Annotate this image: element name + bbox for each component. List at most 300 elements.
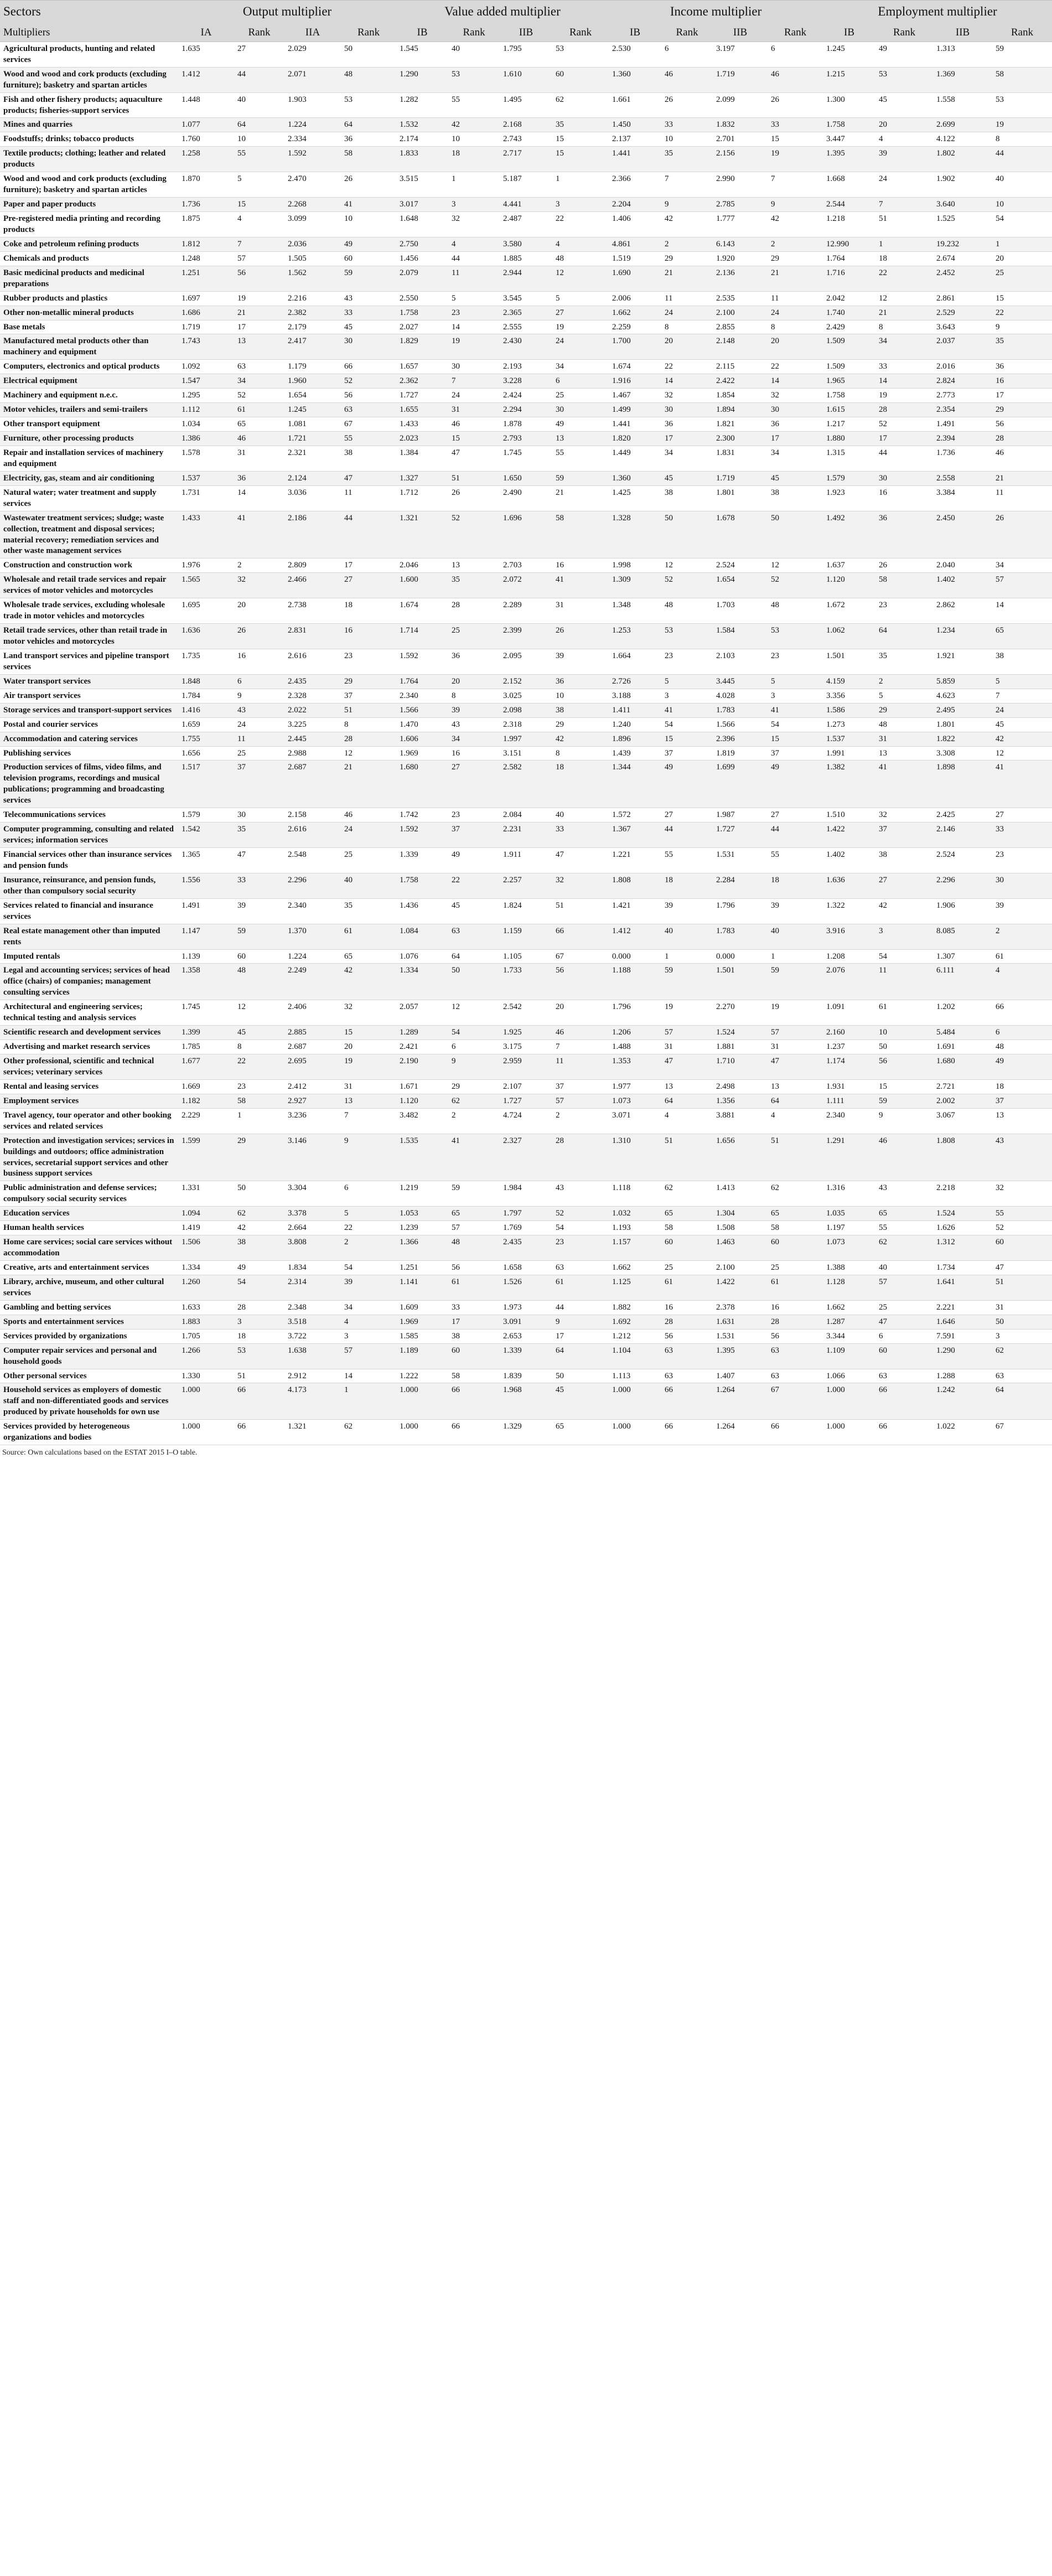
rank-cell: 38	[552, 703, 609, 717]
multiplier-value-cell: 1.740	[823, 306, 875, 320]
multiplier-value-cell: 1.104	[609, 1343, 661, 1369]
multiplier-value-cell: 1.253	[609, 624, 661, 649]
multiplier-value-cell: 1.921	[933, 649, 992, 674]
multiplier-value-cell: 1.906	[933, 898, 992, 924]
rank-cell: 13	[661, 1079, 713, 1094]
rank-cell: 27	[875, 873, 933, 898]
rank-cell: 16	[552, 558, 609, 573]
rank-cell: 23	[992, 848, 1052, 873]
multiplier-value-cell: 1.531	[713, 1329, 768, 1343]
multiplier-value-cell: 1.330	[178, 1369, 234, 1383]
sector-cell: Motor vehicles, trailers and semi-trailers	[0, 403, 178, 417]
rank-cell: 17	[341, 558, 396, 573]
rank-cell: 13	[341, 1094, 396, 1108]
rank-cell: 19	[341, 1054, 396, 1080]
rank-cell: 55	[768, 848, 823, 873]
sector-cell: Imputed rentals	[0, 949, 178, 964]
sector-cell: Natural water; water treatment and supply services	[0, 485, 178, 511]
multiplier-value-cell: 3.025	[500, 689, 552, 703]
multiplier-value-cell: 3.378	[284, 1207, 341, 1221]
rank-cell: 59	[552, 471, 609, 485]
sector-cell: Scientific research and development services	[0, 1026, 178, 1040]
rank-cell: 38	[661, 485, 713, 511]
rank-cell: 31	[875, 732, 933, 746]
table-row	[0, 1079, 1052, 1094]
multiplier-value-cell: 2.721	[933, 1079, 992, 1094]
multiplier-value-cell: 1.545	[396, 42, 448, 67]
rank-cell: 60	[448, 1343, 500, 1369]
multiplier-value-cell: 1.584	[713, 624, 768, 649]
multiplier-value-cell: 1.532	[396, 118, 448, 132]
rank-cell: 37	[992, 1094, 1052, 1108]
multiplier-value-cell: 2.990	[713, 172, 768, 198]
multiplier-value-cell: 1.931	[823, 1079, 875, 1094]
multiplier-value-cell: 1.358	[178, 964, 234, 1000]
table-row	[0, 251, 1052, 266]
sector-cell: Human health services	[0, 1221, 178, 1235]
rank-cell: 15	[992, 291, 1052, 306]
multiplier-value-cell: 1.585	[396, 1329, 448, 1343]
rank-cell: 15	[552, 132, 609, 147]
multiplier-value-cell: 1.885	[500, 251, 552, 266]
rank-cell: 7	[992, 689, 1052, 703]
multiplier-value-cell: 2.425	[933, 808, 992, 823]
rank-cell: 28	[552, 1134, 609, 1181]
multiplier-value-cell: 1.113	[609, 1369, 661, 1383]
multiplier-value-cell: 1.680	[933, 1054, 992, 1080]
rank-cell: 62	[992, 1343, 1052, 1369]
rank-cell: 37	[341, 689, 396, 703]
rank-cell: 32	[768, 389, 823, 403]
rank-cell: 11	[875, 964, 933, 1000]
rank-cell: 26	[875, 558, 933, 573]
multiplier-value-cell: 2.016	[933, 360, 992, 374]
rank-cell: 23	[341, 649, 396, 674]
rank-cell: 7	[341, 1108, 396, 1134]
rank-cell: 6	[768, 42, 823, 67]
rank-cell: 49	[992, 1054, 1052, 1080]
multiplier-value-cell: 1.510	[823, 808, 875, 823]
rank-cell: 61	[448, 1275, 500, 1300]
sector-cell: Protection and investigation services; services in buildings and outdoors; office administration services, secretarial support services and other business support services	[0, 1134, 178, 1181]
multiplier-value-cell: 1.339	[396, 848, 448, 873]
multiplier-value-cell: 4.159	[823, 674, 875, 689]
rank-cell: 27	[768, 808, 823, 823]
rank-cell: 57	[234, 251, 284, 266]
table-header	[0, 1, 1052, 42]
rank-cell: 52	[661, 573, 713, 598]
multiplier-value-cell: 1.566	[713, 717, 768, 732]
multiplier-value-cell: 1.669	[178, 1079, 234, 1094]
multiplier-value-cell: 1.212	[609, 1329, 661, 1343]
multiplier-value-cell: 1.784	[178, 689, 234, 703]
sector-cell: Pre-registered media printing and recording products	[0, 212, 178, 237]
multiplier-value-cell: 1.997	[500, 732, 552, 746]
rank-cell: 4	[552, 237, 609, 251]
rank-cell: 42	[768, 212, 823, 237]
multiplier-value-cell: 2.366	[609, 172, 661, 198]
multiplier-value-cell: 1.797	[500, 1207, 552, 1221]
rank-cell: 18	[875, 251, 933, 266]
rank-cell: 28	[341, 732, 396, 746]
multiplier-value-cell: 1.081	[284, 417, 341, 432]
multiplier-value-cell: 1.218	[823, 212, 875, 237]
multiplier-value-cell: 1.441	[609, 147, 661, 172]
multiplier-value-cell: 2.190	[396, 1054, 448, 1080]
multiplier-value-cell: 1.641	[933, 1275, 992, 1300]
multiplier-value-cell: 1.035	[823, 1207, 875, 1221]
multiplier-value-cell: 1.875	[178, 212, 234, 237]
multiplier-value-cell: 3.447	[823, 132, 875, 147]
rank-cell: 50	[661, 511, 713, 558]
multiplier-value-cell: 1.680	[396, 761, 448, 808]
table-row	[0, 417, 1052, 432]
rank-cell: 66	[234, 1383, 284, 1420]
rank-cell: 22	[875, 266, 933, 291]
sector-cell: Library, archive, museum, and other cultural services	[0, 1275, 178, 1300]
multiplier-value-cell: 1.829	[396, 334, 448, 360]
multiplier-value-cell: 2.022	[284, 703, 341, 717]
rank-cell: 34	[552, 360, 609, 374]
rank-cell: 41	[992, 761, 1052, 808]
multiplier-value-cell: 1.344	[609, 761, 661, 808]
rank-cell: 66	[875, 1420, 933, 1445]
rank-cell: 15	[448, 432, 500, 446]
multiplier-value-cell: 1.197	[823, 1221, 875, 1235]
multiplier-value-cell: 1.506	[178, 1235, 234, 1261]
rank-cell: 27	[992, 808, 1052, 823]
rank-cell: 64	[234, 118, 284, 132]
rank-cell: 1	[768, 949, 823, 964]
multiplier-value-cell: 1.719	[713, 67, 768, 92]
rank-cell: 24	[875, 172, 933, 198]
multiplier-value-cell: 1.638	[284, 1343, 341, 1369]
rank-cell: 45	[992, 717, 1052, 732]
rank-cell: 52	[875, 417, 933, 432]
table-row	[0, 1054, 1052, 1080]
multiplier-value-cell: 1.822	[933, 732, 992, 746]
rank-cell: 60	[661, 1235, 713, 1261]
rank-cell: 9	[448, 1054, 500, 1080]
multiplier-value-cell: 2.450	[933, 511, 992, 558]
multiplier-value-cell: 1.646	[933, 1315, 992, 1329]
rank-cell: 43	[341, 291, 396, 306]
rank-cell: 17	[768, 432, 823, 446]
rank-cell: 31	[341, 1079, 396, 1094]
rank-cell: 62	[552, 92, 609, 118]
rank-cell: 63	[661, 1343, 713, 1369]
rank-cell: 8	[448, 689, 500, 703]
multiplier-value-cell: 1.662	[823, 1300, 875, 1315]
multiplier-value-cell: 1.239	[396, 1221, 448, 1235]
table-row	[0, 1275, 1052, 1300]
multiplier-value-cell: 1.736	[178, 198, 234, 212]
multiplier-value-cell: 2.029	[284, 42, 341, 67]
multiplier-value-cell: 2.421	[396, 1040, 448, 1054]
rank-cell: 40	[552, 808, 609, 823]
multiplier-value-cell: 2.406	[284, 1000, 341, 1026]
table-row	[0, 1094, 1052, 1108]
rank-cell: 25	[992, 266, 1052, 291]
multiplier-value-cell: 2.168	[500, 118, 552, 132]
rank-cell: 4	[992, 964, 1052, 1000]
rank-cell: 5	[448, 291, 500, 306]
multiplier-value-cell: 1.000	[178, 1383, 234, 1420]
multiplier-value-cell: 1.592	[396, 649, 448, 674]
multiplier-value-cell: 1.831	[713, 446, 768, 471]
rank-cell: 42	[448, 118, 500, 132]
rank-cell: 10	[661, 132, 713, 147]
rank-cell: 46	[448, 417, 500, 432]
rank-cell: 25	[234, 746, 284, 761]
rank-cell: 34	[992, 558, 1052, 573]
rank-cell: 36	[661, 417, 713, 432]
rank-cell: 47	[875, 1315, 933, 1329]
rank-cell: 16	[234, 649, 284, 674]
rank-cell: 19	[768, 147, 823, 172]
multiplier-value-cell: 1.395	[823, 147, 875, 172]
rank-cell: 23	[661, 649, 713, 674]
table-row	[0, 1235, 1052, 1261]
rank-cell: 44	[341, 511, 396, 558]
multiplier-value-cell: 2.340	[284, 898, 341, 924]
multiplier-value-cell: 1.120	[823, 573, 875, 598]
multiplier-value-cell: 1.987	[713, 808, 768, 823]
multiplier-value-cell: 2.362	[396, 374, 448, 389]
rank-cell: 42	[661, 212, 713, 237]
rank-cell: 62	[768, 1181, 823, 1207]
col-header: IIB	[933, 23, 992, 42]
multiplier-value-cell: 1.206	[609, 1026, 661, 1040]
multiplier-value-cell: 1.721	[284, 432, 341, 446]
table-row	[0, 291, 1052, 306]
rank-cell: 50	[992, 1315, 1052, 1329]
rank-cell: 3	[234, 1315, 284, 1329]
rank-cell: 57	[341, 1343, 396, 1369]
rank-cell: 63	[875, 1369, 933, 1383]
multiplier-value-cell: 1.699	[713, 761, 768, 808]
multiplier-value-cell: 1.499	[609, 403, 661, 417]
rank-cell: 67	[341, 417, 396, 432]
multiplier-value-cell: 1.125	[609, 1275, 661, 1300]
multiplier-value-cell: 1.273	[823, 717, 875, 732]
multiplier-value-cell: 1.727	[500, 1094, 552, 1108]
rank-cell: 15	[768, 732, 823, 746]
multiplier-value-cell: 1.000	[823, 1420, 875, 1445]
rank-cell: 38	[768, 485, 823, 511]
rank-cell: 53	[661, 624, 713, 649]
multiplier-value-cell: 1.353	[609, 1054, 661, 1080]
rank-cell: 46	[552, 1026, 609, 1040]
rank-cell: 48	[768, 598, 823, 624]
sector-cell: Wholesale trade services, excluding wholesale trade in motor vehicles and motorcycles	[0, 598, 178, 624]
multiplier-value-cell: 1.348	[609, 598, 661, 624]
multiplier-value-cell: 1.290	[396, 67, 448, 92]
rank-cell: 42	[341, 964, 396, 1000]
multiplier-value-cell: 3.228	[500, 374, 552, 389]
rank-cell: 21	[992, 471, 1052, 485]
rank-cell: 59	[661, 964, 713, 1000]
table-row	[0, 118, 1052, 132]
col-header: Rank	[992, 23, 1052, 42]
rank-cell: 12	[448, 1000, 500, 1026]
rank-cell: 53	[552, 42, 609, 67]
multiplier-value-cell: 1.758	[823, 389, 875, 403]
multiplier-value-cell: 1.492	[823, 511, 875, 558]
rank-cell: 11	[661, 291, 713, 306]
rank-cell: 8	[341, 717, 396, 732]
rank-cell: 8	[661, 320, 713, 334]
multiplier-value-cell: 1.880	[823, 432, 875, 446]
multiplier-value-cell: 1.998	[609, 558, 661, 573]
rank-cell: 24	[661, 306, 713, 320]
multiplier-value-cell: 1.421	[609, 898, 661, 924]
rank-cell: 63	[768, 1343, 823, 1369]
rank-cell: 5	[661, 674, 713, 689]
table-row	[0, 432, 1052, 446]
rank-cell: 30	[234, 808, 284, 823]
multiplier-value-cell: 2.699	[933, 118, 992, 132]
rank-cell: 13	[448, 558, 500, 573]
multiplier-value-cell: 1.896	[609, 732, 661, 746]
multiplier-value-cell: 1.760	[178, 132, 234, 147]
table-row	[0, 1420, 1052, 1445]
table-row	[0, 949, 1052, 964]
multiplier-value-cell: 3.482	[396, 1108, 448, 1134]
multiplier-value-cell: 1.073	[609, 1094, 661, 1108]
rank-cell: 57	[768, 1026, 823, 1040]
multiplier-value-cell: 2.445	[284, 732, 341, 746]
multiplier-value-cell: 2.076	[823, 964, 875, 1000]
multiplier-value-cell: 1.328	[609, 511, 661, 558]
multiplier-value-cell: 1.315	[823, 446, 875, 471]
multiplier-value-cell: 1.399	[178, 1026, 234, 1040]
rank-cell: 2	[661, 237, 713, 251]
rank-cell: 37	[552, 1079, 609, 1094]
output-multiplier-header: Output multiplier	[178, 1, 396, 23]
rank-cell: 39	[875, 147, 933, 172]
multiplier-value-cell: 1.745	[178, 1000, 234, 1026]
multiplier-value-cell: 2.042	[823, 291, 875, 306]
rank-cell: 60	[992, 1235, 1052, 1261]
rank-cell: 27	[661, 808, 713, 823]
rank-cell: 63	[768, 1369, 823, 1383]
multiplier-value-cell: 1.579	[823, 471, 875, 485]
rank-cell: 32	[992, 1181, 1052, 1207]
rank-cell: 56	[875, 1054, 933, 1080]
rank-cell: 39	[448, 703, 500, 717]
multiplier-value-cell: 1.783	[713, 924, 768, 949]
rank-cell: 1	[875, 237, 933, 251]
rank-cell: 33	[552, 823, 609, 848]
rank-cell: 54	[992, 212, 1052, 237]
multiplier-value-cell: 1.092	[178, 360, 234, 374]
multiplier-value-cell: 1.000	[609, 1383, 661, 1420]
multiplier-value-cell: 1.367	[609, 823, 661, 848]
rank-cell: 39	[661, 898, 713, 924]
table-row	[0, 374, 1052, 389]
rank-cell: 25	[448, 624, 500, 649]
multiplier-value-cell: 1.077	[178, 118, 234, 132]
rank-cell: 41	[448, 1134, 500, 1181]
rank-cell: 57	[875, 1275, 933, 1300]
rank-cell: 44	[768, 823, 823, 848]
multiplier-value-cell: 1.519	[609, 251, 661, 266]
rank-cell: 29	[341, 674, 396, 689]
rank-cell: 65	[768, 1207, 823, 1221]
rank-cell: 45	[341, 320, 396, 334]
multiplier-value-cell: 3.175	[500, 1040, 552, 1054]
rank-cell: 59	[341, 266, 396, 291]
multiplier-value-cell: 1.382	[823, 761, 875, 808]
rank-cell: 46	[768, 67, 823, 92]
table-row	[0, 558, 1052, 573]
multiplier-value-cell: 2.378	[713, 1300, 768, 1315]
multiplier-value-cell: 1.839	[500, 1369, 552, 1383]
table-row	[0, 403, 1052, 417]
multiplier-value-cell: 3.225	[284, 717, 341, 732]
rank-cell: 65	[875, 1207, 933, 1221]
multiplier-value-cell: 1.395	[713, 1343, 768, 1369]
rank-cell: 9	[661, 198, 713, 212]
table-row	[0, 624, 1052, 649]
rank-cell: 19	[875, 389, 933, 403]
rank-cell: 38	[992, 649, 1052, 674]
multiplier-value-cell: 1.356	[713, 1094, 768, 1108]
multiplier-value-cell: 2.027	[396, 320, 448, 334]
rank-cell: 65	[234, 417, 284, 432]
header-group-row	[0, 1, 1052, 23]
multiplier-value-cell: 1.291	[823, 1134, 875, 1181]
rank-cell: 23	[448, 306, 500, 320]
multiplier-value-cell: 1.637	[823, 558, 875, 573]
rank-cell: 36	[992, 360, 1052, 374]
multiplier-value-cell: 2.582	[500, 761, 552, 808]
rank-cell: 44	[661, 823, 713, 848]
rank-cell: 61	[552, 1275, 609, 1300]
rank-cell: 29	[448, 1079, 500, 1094]
rank-cell: 33	[875, 360, 933, 374]
sector-cell: Repair and installation services of machinery and equipment	[0, 446, 178, 471]
multiplier-value-cell: 1.224	[284, 949, 341, 964]
multiplier-value-cell: 2.824	[933, 374, 992, 389]
multiplier-value-cell: 1.327	[396, 471, 448, 485]
multiplier-value-cell: 2.257	[500, 873, 552, 898]
multiplier-value-cell: 1.147	[178, 924, 234, 949]
rank-cell: 4	[341, 1315, 396, 1329]
rank-cell: 13	[768, 1079, 823, 1094]
rank-cell: 50	[875, 1040, 933, 1054]
table-row	[0, 471, 1052, 485]
rank-cell: 15	[234, 198, 284, 212]
rank-cell: 41	[552, 573, 609, 598]
multiplier-value-cell: 1.731	[178, 485, 234, 511]
rank-cell: 34	[768, 446, 823, 471]
multiplier-value-cell: 1.657	[396, 360, 448, 374]
rank-cell: 56	[341, 389, 396, 403]
rank-cell: 11	[341, 485, 396, 511]
multiplier-value-cell: 1.696	[500, 511, 552, 558]
multiplier-value-cell: 2.071	[284, 67, 341, 92]
rank-cell: 44	[448, 251, 500, 266]
sector-cell: Furniture, other processing products	[0, 432, 178, 446]
table-row	[0, 92, 1052, 118]
multiplier-value-cell: 1.242	[933, 1383, 992, 1420]
multiplier-value-cell: 1.736	[933, 446, 992, 471]
rank-cell: 11	[992, 485, 1052, 511]
multiplier-value-cell: 1.562	[284, 266, 341, 291]
multiplier-value-cell: 1.491	[933, 417, 992, 432]
